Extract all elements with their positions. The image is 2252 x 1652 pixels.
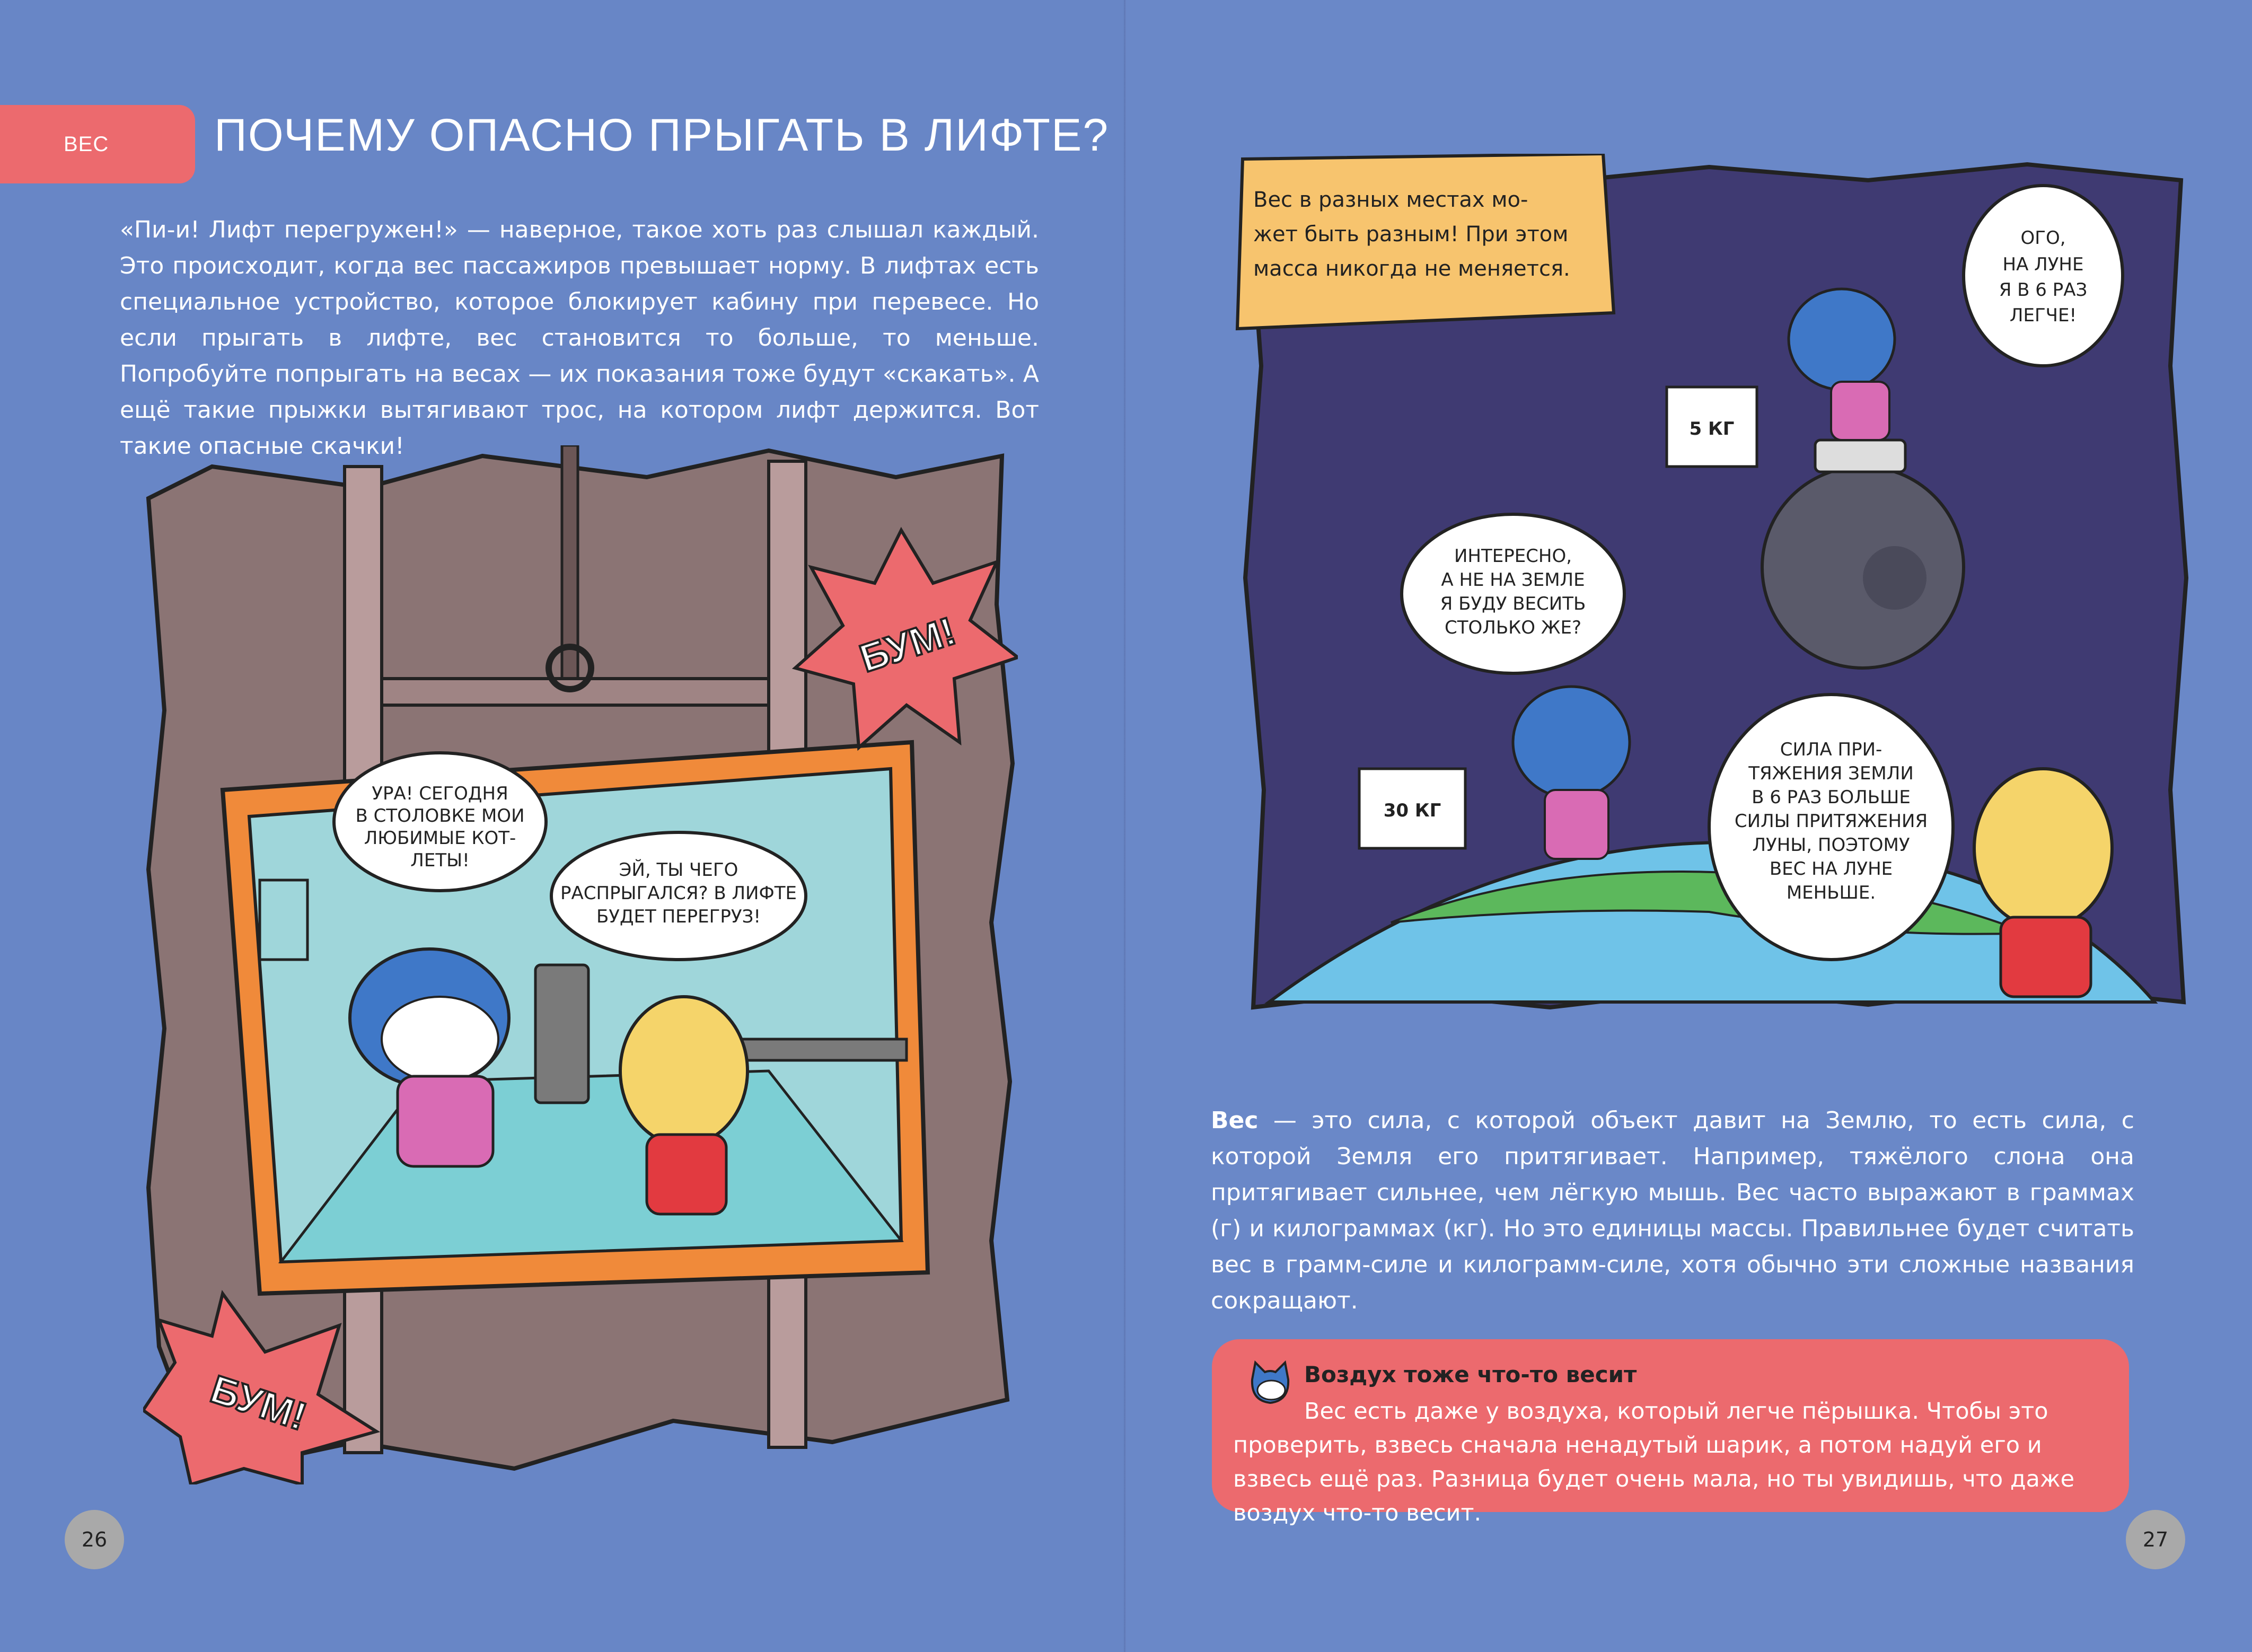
earth-weight-label: 30 КГ [1383, 800, 1441, 821]
info-box-body: Вес есть даже у воздуха, который легче пёрышка. Чтобы это проверить, взвесь сначала ненадутый шарик, а потом надуй его и взвесь ещё раз. Разница будет очень мала, но ты увидишь, что даже воздух что-то весит. [1233, 1398, 2075, 1526]
dog-bubble-line-3: БУДЕТ ПЕРЕГРУЗ! [596, 906, 761, 927]
floor-indicator [260, 880, 307, 960]
gravity-line-4: СИЛЫ ПРИТЯЖЕНИЯ [1734, 811, 1928, 832]
cat-on-earth [1513, 687, 1630, 798]
bym-bottom-text: БУМ! [205, 1366, 312, 1439]
caption-line-3: масса никогда не меняется. [1253, 257, 1570, 281]
button-panel [535, 965, 588, 1103]
gravity-line-3: В 6 РАЗ БОЛЬШЕ [1752, 787, 1911, 808]
cable [562, 445, 578, 700]
caption-line-1: Вес в разных местах мо- [1253, 188, 1528, 212]
moon-bubble-line-1: ОГО, [2020, 227, 2066, 249]
dog-body [647, 1135, 726, 1214]
moon-bubble-line-2: НА ЛУНЕ [2002, 254, 2084, 275]
weight-definition [1211, 1103, 2134, 1319]
earth-question-line-1: ИНТЕРЕСНО, [1454, 546, 1572, 567]
info-box-title: Воздух тоже что-то весит [1304, 1361, 1637, 1387]
dog-on-earth-body [2001, 917, 2091, 997]
dog-bubble-line-1: ЭЙ, ТЫ ЧЕГО [619, 859, 738, 881]
gravity-line-1: СИЛА ПРИ- [1780, 739, 1882, 760]
dog-character [620, 997, 747, 1145]
info-box [1212, 1339, 2129, 1526]
crossbar [382, 679, 769, 705]
page-title: ПОЧЕМУ ОПАСНО ПРЫГАТЬ В ЛИФТЕ? [214, 110, 1110, 161]
definition-text: — это сила, с которой объект давит на Землю, то есть сила, с которой Земля его притягивает. Например, тяжёлого слона она притягивает сильнее, чем лёгкую мышь. Вес часто выражают в граммах (г) и килограммах (кг). Но это единицы массы. Правильнее будет считать вес в грамм-силе и килограмм-силе, хотя обычно эти сложные названия сокращают. [1211, 1107, 2134, 1314]
cat-bubble-line-2: В СТОЛОВКЕ МОИ [355, 805, 525, 827]
cat-face [382, 997, 498, 1082]
intro-paragraph: «Пи-и! Лифт перегружен!» — наверное, такое хоть раз слышал каждый. Это происходит, когда вес пассажиров превышает норму. В лифтах есть специальное устройство, которое блокирует кабину при перевесе. Но если прыгать в лифте, вес становится то больше, то меньше. Попробуйте попрыгать на весах — их показания тоже будут «скакать». А ещё такие прыжки вытягивают трос, на котором лифт держится. Вот такие опасные скачки! [120, 216, 1039, 460]
cat-bubble-line-1: УРА! СЕГОДНЯ [372, 783, 508, 804]
bym-top-text: БУМ! [854, 608, 961, 681]
dog-on-earth [1974, 769, 2112, 928]
caption-line-2: жет быть разным! При этом [1253, 222, 1569, 247]
gravity-line-2: ТЯЖЕНИЯ ЗЕМЛИ [1748, 763, 1914, 784]
cat-on-moon-body [1831, 382, 1889, 440]
page-number: 27 [2126, 1510, 2185, 1569]
cat-on-moon [1789, 289, 1895, 390]
moon-speech-bubble [1964, 186, 2123, 366]
cat-bubble-line-4: ЛЕТЫ! [410, 850, 470, 871]
elevator-comic [143, 445, 1018, 1484]
gravity-line-5: ЛУНЫ, ПОЭТОМУ [1752, 834, 1910, 856]
cat-bubble-line-3: ЛЮБИМЫЕ КОТ- [364, 828, 516, 849]
earth-question-line-2: А НЕ НА ЗЕМЛЕ [1441, 569, 1585, 591]
earth-question-line-4: СТОЛЬКО ЖЕ? [1444, 617, 1582, 638]
gravity-line-6: ВЕС НА ЛУНЕ [1769, 858, 1893, 880]
earth-question-line-3: Я БУДУ ВЕСИТЬ [1440, 593, 1586, 614]
section-tab: ВЕС [0, 105, 195, 183]
scale [1815, 440, 1905, 472]
definition-term: Вес [1211, 1107, 1259, 1134]
cat-on-earth-body [1545, 790, 1608, 859]
moon-crater [1863, 546, 1926, 610]
dog-bubble-line-2: РАСПРЫГАЛСЯ? В ЛИФТЕ [560, 883, 797, 904]
moon-weight-label: 5 КГ [1689, 418, 1735, 440]
moon-bubble-line-4: ЛЕГЧЕ! [2009, 305, 2077, 326]
moon [1762, 467, 1964, 668]
moon-bubble-line-3: Я В 6 РАЗ [1999, 279, 2088, 301]
gravity-line-7: МЕНЬШЕ. [1786, 882, 1876, 903]
right-page [1126, 0, 2252, 1652]
cat-body [398, 1076, 493, 1166]
moon-earth-comic [1232, 154, 2197, 1023]
page-number: 26 [65, 1510, 124, 1569]
